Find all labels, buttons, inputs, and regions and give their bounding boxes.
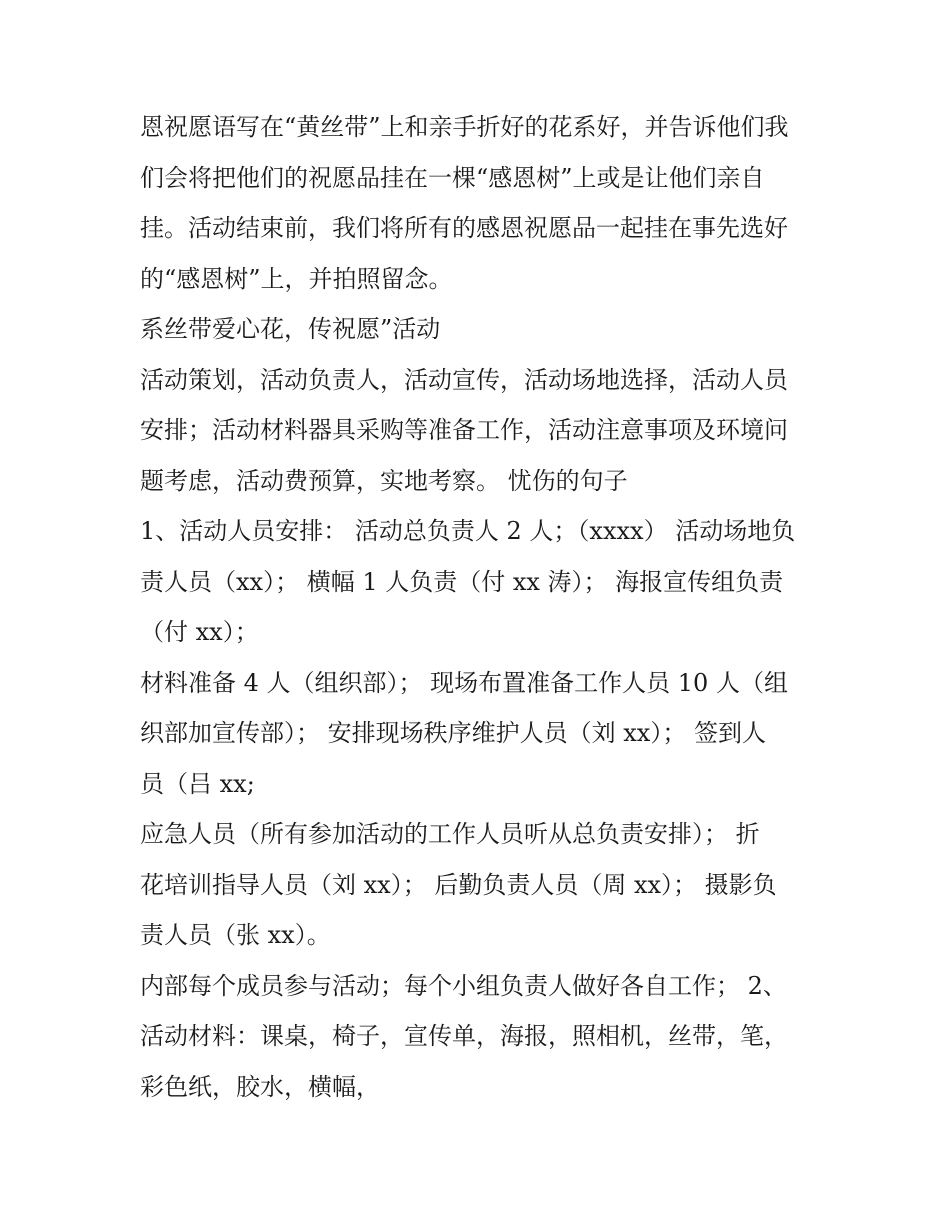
text-line: 的“感恩树”上，并拍照留念。 [140, 264, 453, 293]
text-line: 应急人员（所有参加活动的工作人员听从总负责安排）； 折 [140, 820, 760, 848]
text-line: 活动材料：课桌，椅子，宣传单，海报，照相机，丝带，笔， [140, 1022, 788, 1050]
text-line: 挂。活动结束前，我们将所有的感恩祝愿品一起挂在事先选好 [140, 214, 788, 242]
text-line: 题考虑，活动费预算，实地考察。 忧伤的句子 [140, 466, 628, 495]
text-line: 活动策划，活动负责人，活动宣传，活动场地选择，活动人员 [140, 365, 788, 394]
text-line: 花培训指导人员（刘 xx）； 后勤负责人员（周 xx）； 摄影负 [140, 870, 777, 899]
text-line: 材料准备 4 人（组织部）； 现场布置准备工作人员 10 人（组 [140, 668, 788, 697]
text-line: 责人员（xx）； 横幅 1 人负责（付 xx 涛）； 海报宣传组负责 [140, 567, 784, 596]
text-line: 织部加宣传部）； 安排现场秩序维护人员（刘 xx）； 签到人 [140, 719, 766, 747]
text-line: 员（吕 xx; [140, 769, 255, 798]
text-line: 责人员（张 xx）。 [140, 921, 331, 949]
text-line: 系丝带爱心花，传祝愿”活动 [140, 315, 441, 343]
text-line: （付 xx）； [140, 618, 259, 646]
text-line: 们会将把他们的祝愿品挂在一棵“感恩树”上或是让他们亲自 [140, 163, 765, 192]
text-line: 安排；活动材料器具采购等准备工作，活动注意事项及环境问 [140, 416, 788, 444]
text-line: 恩祝愿语写在“黄丝带”上和亲手折好的花系好，并告诉他们我 [140, 113, 789, 141]
text-line: 内部每个成员参与活动；每个小组负责人做好各自工作； 2、 [140, 971, 787, 1000]
text-line: 1、活动人员安排： 活动总负责人 2 人；（xxxx） 活动场地负 [140, 517, 796, 545]
document-body [140, 102, 820, 1112]
text-line: 彩色纸，胶水，横幅， [140, 1072, 380, 1101]
